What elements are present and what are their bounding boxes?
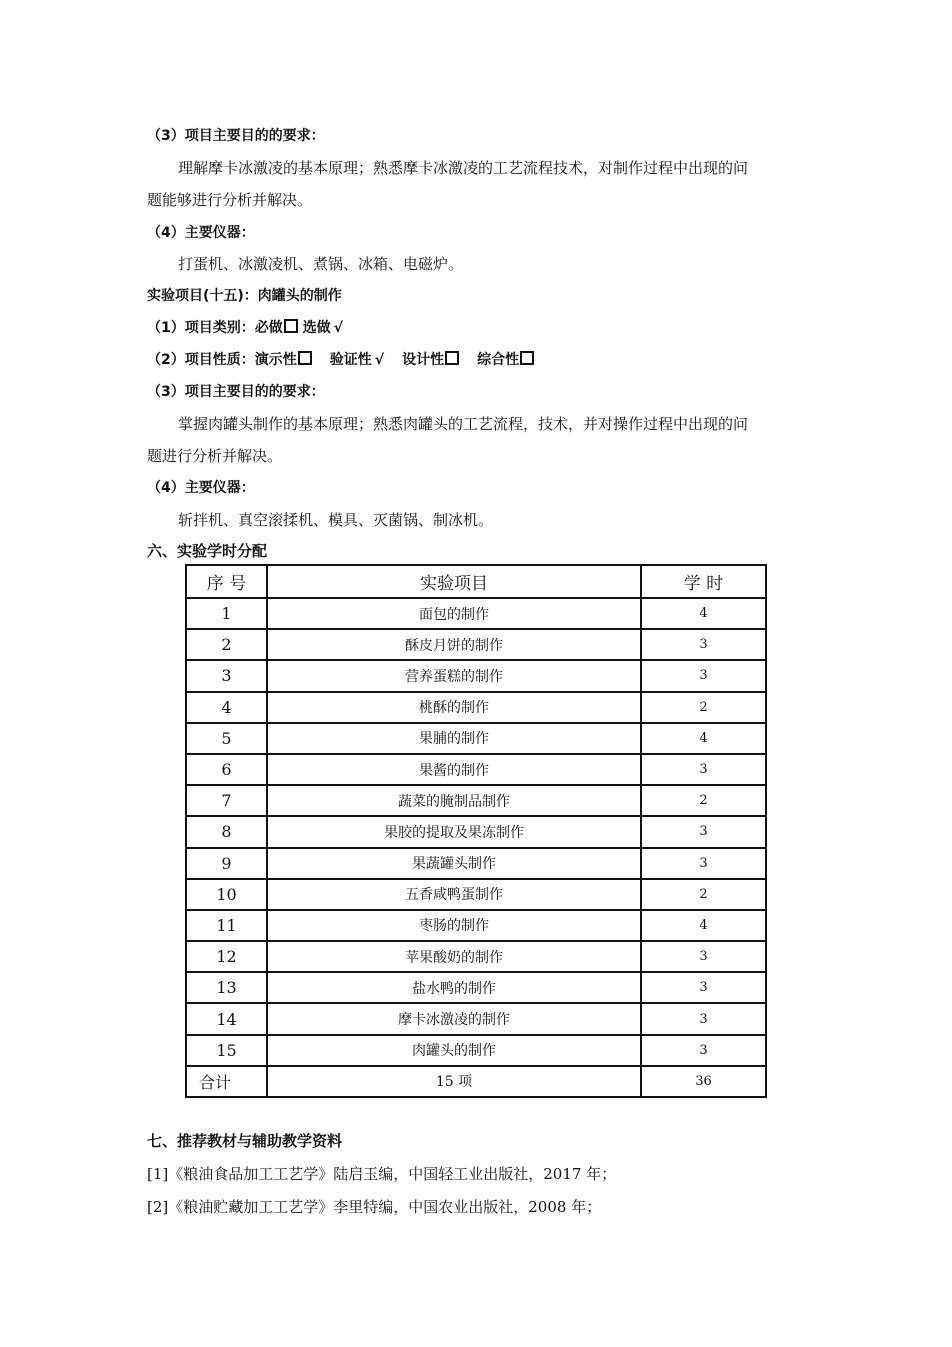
row-hours: 3 (641, 660, 766, 691)
row-project: 五香咸鸭蛋制作 (267, 879, 641, 910)
row-number: 12 (186, 941, 267, 972)
header-cell: 学 时 (641, 565, 766, 598)
table-header-row (186, 565, 766, 598)
prev-req-text-1: 理解摩卡冰激凌的基本原理；熟悉摩卡冰激凌的工艺流程技术，对制作过程中出现的问 (178, 159, 749, 177)
category-label: （1）项目类别： (147, 320, 255, 336)
category-required: 必做 (254, 320, 283, 336)
row-project: 酥皮月饼的制作 (267, 629, 641, 660)
total-label: 合计 (186, 1066, 267, 1097)
checkbox-empty-icon (284, 319, 298, 333)
project15-req-text-1: 掌握肉罐头制作的基本原理；熟悉肉罐头的工艺流程，技术，并对操作过程中出现的问 (178, 415, 749, 433)
row-hours: 3 (641, 1003, 766, 1034)
header-cell: 实验项目 (267, 565, 641, 598)
nature-comprehensive: 综合性 (477, 352, 520, 368)
prev-instr-text: 打蛋机、冰激凌机、煮锅、冰箱、电磁炉。 (178, 255, 464, 273)
row-number: 6 (186, 754, 267, 785)
checkbox-empty-icon (445, 351, 459, 365)
row-number: 7 (186, 785, 267, 816)
category-optional: 选做 (302, 320, 331, 336)
row-project: 苹果酸奶的制作 (267, 941, 641, 972)
row-project: 果脯的制作 (267, 723, 641, 754)
nature-design: 设计性 (402, 352, 445, 368)
project15-instr-text: 斩拌机、真空滚揉机、模具、灭菌锅、制冰机。 (178, 511, 494, 529)
row-project: 枣肠的制作 (267, 910, 641, 941)
row-hours: 3 (641, 816, 766, 847)
checkbox-empty-icon (298, 351, 312, 365)
row-hours: 3 (641, 629, 766, 660)
table-row (186, 848, 766, 879)
row-number: 13 (186, 972, 267, 1003)
table-row (186, 816, 766, 847)
row-hours: 2 (641, 879, 766, 910)
total-hours: 36 (641, 1066, 766, 1097)
row-hours: 2 (641, 692, 766, 723)
table-row (186, 910, 766, 941)
nature-verify: 验证性 (329, 352, 372, 368)
table-row (186, 1035, 766, 1066)
hours-table (185, 564, 767, 1098)
table-row (186, 692, 766, 723)
row-project: 桃酥的制作 (267, 692, 641, 723)
row-project: 蔬菜的腌制品制作 (267, 785, 641, 816)
row-number: 14 (186, 1003, 267, 1034)
project15-req-text-2: 题进行分析并解决。 (147, 447, 283, 465)
row-number: 8 (186, 816, 267, 847)
row-number: 5 (186, 723, 267, 754)
table-row (186, 941, 766, 972)
prev-instr-heading: （4）主要仪器： (147, 225, 255, 241)
row-project: 果蔬罐头制作 (267, 848, 641, 879)
row-hours: 3 (641, 1035, 766, 1066)
prev-req-text-2: 题能够进行分析并解决。 (147, 191, 313, 209)
row-project: 肉罐头的制作 (267, 1035, 641, 1066)
row-project: 果酱的制作 (267, 754, 641, 785)
checkbox-empty-icon (520, 351, 534, 365)
project15-nature (147, 350, 534, 370)
table-row (186, 879, 766, 910)
project15-category (147, 318, 343, 338)
row-hours: 3 (641, 972, 766, 1003)
row-project: 营养蛋糕的制作 (267, 660, 641, 691)
project15-instr-heading: （4）主要仪器： (147, 480, 255, 496)
row-project: 摩卡冰激凌的制作 (267, 1003, 641, 1034)
checkmark-icon: √ (333, 320, 343, 336)
row-number: 15 (186, 1035, 267, 1066)
row-project: 盐水鸭的制作 (267, 972, 641, 1003)
table-row (186, 1003, 766, 1034)
row-number: 2 (186, 629, 267, 660)
section6-heading: 六、实验学时分配 (147, 542, 268, 560)
row-hours: 4 (641, 598, 766, 629)
checkmark-icon: √ (374, 352, 385, 368)
nature-demo: 演示性 (254, 352, 297, 368)
reference-item: [1]《粮油食品加工工艺学》陆启玉编，中国轻工业出版社，2017 年； (147, 1165, 617, 1183)
row-number: 11 (186, 910, 267, 941)
table-row (186, 598, 766, 629)
reference-item: [2]《粮油贮藏加工工艺学》李里特编，中国农业出版社，2008 年； (147, 1198, 602, 1216)
total-count: 15 项 (267, 1066, 641, 1097)
table-row (186, 972, 766, 1003)
row-project: 果胶的提取及果冻制作 (267, 816, 641, 847)
header-cell: 序 号 (186, 565, 267, 598)
prev-req-heading: （3）项目主要目的的要求： (147, 128, 325, 144)
table-total-row (186, 1066, 766, 1097)
row-hours: 3 (641, 754, 766, 785)
table-row (186, 785, 766, 816)
row-number: 4 (186, 692, 267, 723)
row-hours: 4 (641, 910, 766, 941)
row-hours: 4 (641, 723, 766, 754)
row-number: 3 (186, 660, 267, 691)
row-number: 1 (186, 598, 267, 629)
row-hours: 2 (641, 785, 766, 816)
table-row (186, 723, 766, 754)
row-hours: 3 (641, 941, 766, 972)
project15-req-heading: （3）项目主要目的的要求： (147, 384, 325, 400)
row-hours: 3 (641, 848, 766, 879)
row-project: 面包的制作 (267, 598, 641, 629)
table-row (186, 754, 766, 785)
nature-label: （2）项目性质： (147, 352, 255, 368)
table-row (186, 629, 766, 660)
table-row (186, 660, 766, 691)
section7-heading: 七、推荐教材与辅助教学资料 (147, 1132, 343, 1150)
row-number: 10 (186, 879, 267, 910)
project15-title: 实验项目(十五)：肉罐头的制作 (147, 288, 342, 304)
row-number: 9 (186, 848, 267, 879)
